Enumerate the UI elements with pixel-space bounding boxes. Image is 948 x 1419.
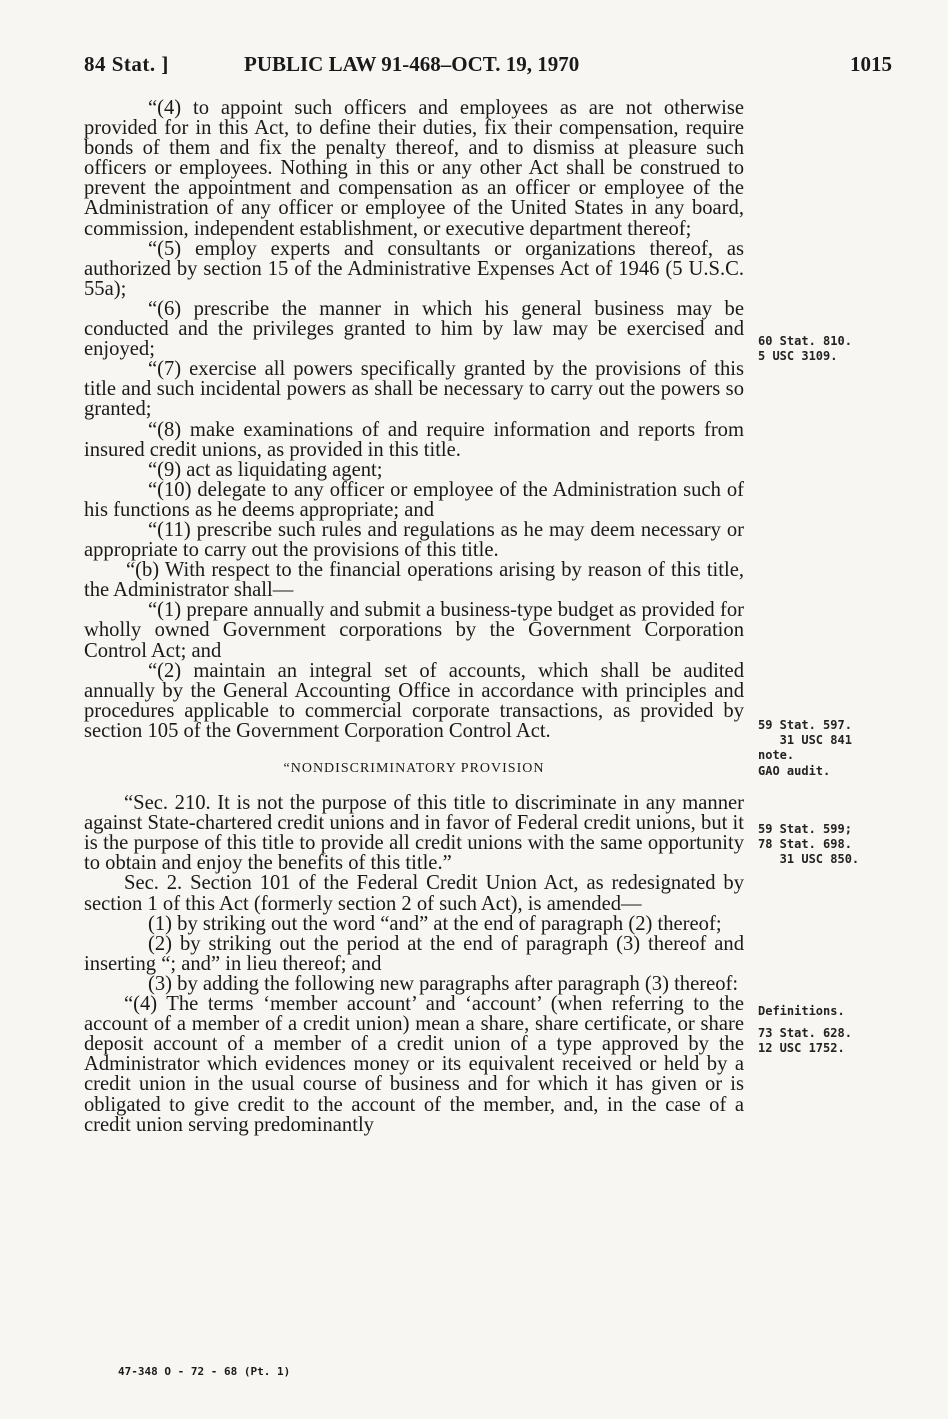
paragraph-10: “(10) delegate to any officer or employee of the Administration such of his functions as he deems appropriate; and (84, 478, 744, 521)
law-title: PUBLIC LAW 91-468–OCT. 19, 1970 (244, 52, 580, 76)
body-text (84, 98, 744, 1135)
paragraph-11: “(11) prescribe such rules and regulations as he may deem necessary or appropriate to carry out the provisions of this title. (84, 518, 744, 562)
running-header (84, 52, 892, 82)
section-2-item-1: (1) by striking out the word “and” at the end of paragraph (2) thereof; (148, 912, 722, 935)
section-heading: “NONDISCRIMINATORY PROVISION (283, 761, 545, 776)
paragraph-4: “(4) to appoint such officers and employees as are not otherwise provided for in this Act, to define their duties, fix their compensation, require bonds of them and fix the penalty thereof, and to dismiss at pleasure such officers or employees. Nothing in this or any other Act shall be construed to prevent the appointment and compensation as an officer or employee of the Administration of any officer or employee of the United States in any board, commission, independent establishment, or executive department thereof; (84, 97, 744, 240)
paragraph-6: “(6) prescribe the manner in which his general business may be conducted and the privileges granted to him by law may be exercised and enjoyed; (84, 297, 744, 361)
margin-note-59-stat-597: 59 Stat. 597. 31 USC 841 note. (758, 718, 852, 762)
paragraph-5: “(5) employ experts and consultants or organizations thereof, as authorized by section 15 of the Administrative Expenses Act of 1946 (5 U.S.C. 55a); (84, 237, 744, 300)
print-code-footer: 47-348 O - 72 - 68 (Pt. 1) (118, 1365, 291, 1378)
definition-paragraph: “(4) The terms ‘member account’ and ‘account’ (when referring to the account of a member of a credit union) mean a share, share certificate, or share deposit account of a member of a credit union of a type approved by the Administrator which evidences money or its equivalent received or held by a credit union in the usual course of business and for which it has given or is obligated to give credit to the account of the member, and, in the case of a credit union serving predominantly (84, 993, 744, 1136)
margin-note-definitions: Definitions. (758, 1004, 845, 1018)
section-2-item-2: (2) by striking out the period at the end of paragraph (3) thereof and inserting “; and” in lieu thereof; and (84, 932, 744, 975)
paragraph-9: “(9) act as liquidating agent; (148, 458, 383, 481)
statute-volume: 84 Stat. ] (84, 52, 169, 76)
margin-note-60-stat: 60 Stat. 810. 5 USC 3109. (758, 334, 852, 363)
section-2: Sec. 2. Section 101 of the Federal Credit Union Act, as redesignated by section 1 of this Act (formerly section 2 of such Act), is amended— (84, 872, 744, 915)
margin-note-59-stat-599: 59 Stat. 599; 78 Stat. 698. 31 USC 850. (758, 822, 860, 866)
margin-note-73-stat: 73 Stat. 628. 12 USC 1752. (758, 1026, 852, 1055)
margin-note-gao-audit: GAO audit. (758, 764, 831, 778)
paragraph-7: “(7) exercise all powers specifically granted by the provisions of this title and such incidental powers as shall be necessary to carry out the powers so granted; (84, 358, 744, 421)
paragraph-b: “(b) With respect to the financial operations arising by reason of this title, the Administrator shall— (84, 559, 744, 602)
paragraph-b2: “(2) maintain an integral set of accounts, which shall be audited annually by the General Accounting Office in accordance with principles and procedures applicable to commercial corporate transactions, as provided by section 105 of the Government Corporation Control Act. (84, 659, 744, 742)
section-210: “Sec. 210. It is not the purpose of this title to discriminate in any manner against State-chartered credit unions and in favor of Federal credit unions, but it is the purpose of this title to provide all credit unions with the same opportunity to obtain and enjoy the benefits of this title.” (84, 792, 744, 875)
paragraph-b1: “(1) prepare annually and submit a business-type budget as provided for wholly owned Government corporations by the Government Corporation Control Act; and (84, 599, 744, 662)
section-2-item-3: (3) by adding the following new paragraphs after paragraph (3) thereof: (148, 972, 739, 995)
paragraph-8: “(8) make examinations of and require information and reports from insured credit unions, as provided in this title. (84, 418, 744, 461)
page-number: 1015 (850, 52, 892, 76)
